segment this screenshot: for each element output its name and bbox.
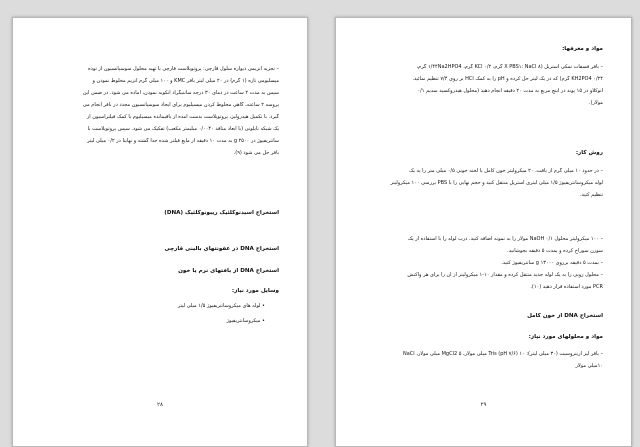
text-line: KH2PO4 ۰/۲۴ گرم) که در یک لیتر حل کرده و pH را به کمک HCl بر روی ۷/۴ تنظیم نمائید. bbox=[412, 76, 603, 82]
text-line: – بافر فسفات نمکی استریل (X PBS۱: NaCl ۸ گرم، KCl ۰/۲ گرم، ۱/۴۴Na2HPO4 گرم، bbox=[364, 64, 603, 71]
text-line: تنظیم کنید. bbox=[579, 192, 603, 198]
document-page-left bbox=[12, 17, 308, 447]
text-line: پروسه ۲ ساعته، گاهی مخلوط کردن میسیلیوم برای ایجاد سوسپانسیون مجدد در بافر انجام می bbox=[82, 102, 279, 108]
section-heading: روش کار: bbox=[575, 150, 603, 156]
document-page-right bbox=[335, 17, 632, 447]
list-item: • لوله های میکروسانتریفیوژ ۱/۵ میلی لیتر bbox=[41, 303, 265, 310]
page-number: ۲۹ bbox=[480, 402, 487, 408]
section-heading: استخراج DNA از خون کامل bbox=[527, 313, 603, 319]
list-item: • میکروسانتریفیوژ bbox=[41, 318, 265, 325]
text-line: – در حدود ۱۰ میلی گرم از بافت، ۲۰ میکرولیتر خون کامل یا لخته خونی ۰/۵ میلی متر را به یک bbox=[364, 168, 603, 175]
text-line: سوزن سوراخ کرده و بمدت ۵ دقیقه بجوشانید. bbox=[507, 248, 603, 254]
section-heading: مواد و معرفها: bbox=[562, 46, 603, 52]
text-line: اتوکلاو در ۱۵ پوند در اینچ مربع به مدت ۲۰ دقیقه انجام دهید (محلول هیدروکسید سدیم ۰/۱ bbox=[417, 88, 603, 94]
text-line: – تجزیه آنزیمی دیواره سلول قارچی: پروتوپلاست قارچی با تهیه محلول سوسپانسیون از توده bbox=[41, 66, 279, 73]
text-line: بافر حل می شود (۹). bbox=[233, 150, 279, 156]
text-line: – بافر لیز اریتروسیت (۳۰ میلی لیتر): Tris (pH ۷/۶) ۱۰ میلی مولار، MgCl2 ۵ میلی مولار، NaCl bbox=[364, 351, 603, 358]
text-line: گیرد. با تکمیل هیدرولیز، پروتوپلاست بدست آمده از باقیمانده میسیلیوم با کمک فیلتراسیون از bbox=[86, 114, 279, 120]
text-line: مولار). bbox=[588, 100, 603, 106]
text-line: یک شبکه نایلونی (با ابعاد منافذ ۰/۰۰۴۰ میلیمتر مکعب) تفکیک می شود. سپس پروتوپلاست با bbox=[87, 126, 279, 132]
text-line: سپس به مدت ۲ ساعت در دمای ۳۰ درجه سانتیگراد انکوبه نمودن، آماده می شود. در ضمن این bbox=[82, 90, 279, 96]
text-line: – بمدت ۵ دقیقه برروی ۱۳۰۰۰ g سانتریفیوژ کنید. bbox=[364, 260, 603, 267]
text-line: PCR مورد استفاده قرار دهید (۱۰). bbox=[530, 284, 603, 290]
text-line: لوله میکروسانتریفیوژ ۱/۵ میلی لیتری استریل منتقل کنید و حجم نهایی را با PBS بررسی ۱۰۰ میکرولیتر bbox=[390, 180, 603, 186]
subsection-heading: استخراج DNA از بافتهای نرم یا خون bbox=[178, 268, 279, 274]
text-line: – محلول رویی را به یک لوله جدید منتقل کرده و مقدار ۱۰-۱ میکرولیتر از آن را برای هر واکنش bbox=[364, 272, 603, 279]
section-heading: استخراج DNA در عفونتهای بالینی قارچی bbox=[164, 246, 279, 252]
text-line: – ۱۰۰ میکرولیتر محلول NaOH ۰/۱ مولار را به نمونه اضافه کنید. درب لوله را با استفاده از یک bbox=[364, 236, 603, 243]
text-line: سانتریفیوژ در g ۲۵۰۰ به مدت ۱۰ دقیقه از مایع فیلتر شده جدا گشته و نهایتا در ۰/۲ میلی لیتر bbox=[87, 138, 279, 144]
section-heading: استخراج اسیدنوکلئیک ریبونوکلئیک (DNA) bbox=[164, 210, 279, 216]
list-heading: وسایل مورد نیاز: bbox=[231, 288, 279, 294]
text-line: میسلیومی تازه (۱ گرم) در ۲۰ میلی لیتر بافر KMC و ۱۰۰ میلی گرم آنزیم مخلوط نمودن و bbox=[92, 78, 279, 84]
page-number: ۲۸ bbox=[157, 402, 163, 408]
text-line: ۱۰میلی مولار bbox=[575, 363, 603, 369]
subsection-heading: مواد و محلولهای مورد نیاز: bbox=[528, 334, 603, 340]
